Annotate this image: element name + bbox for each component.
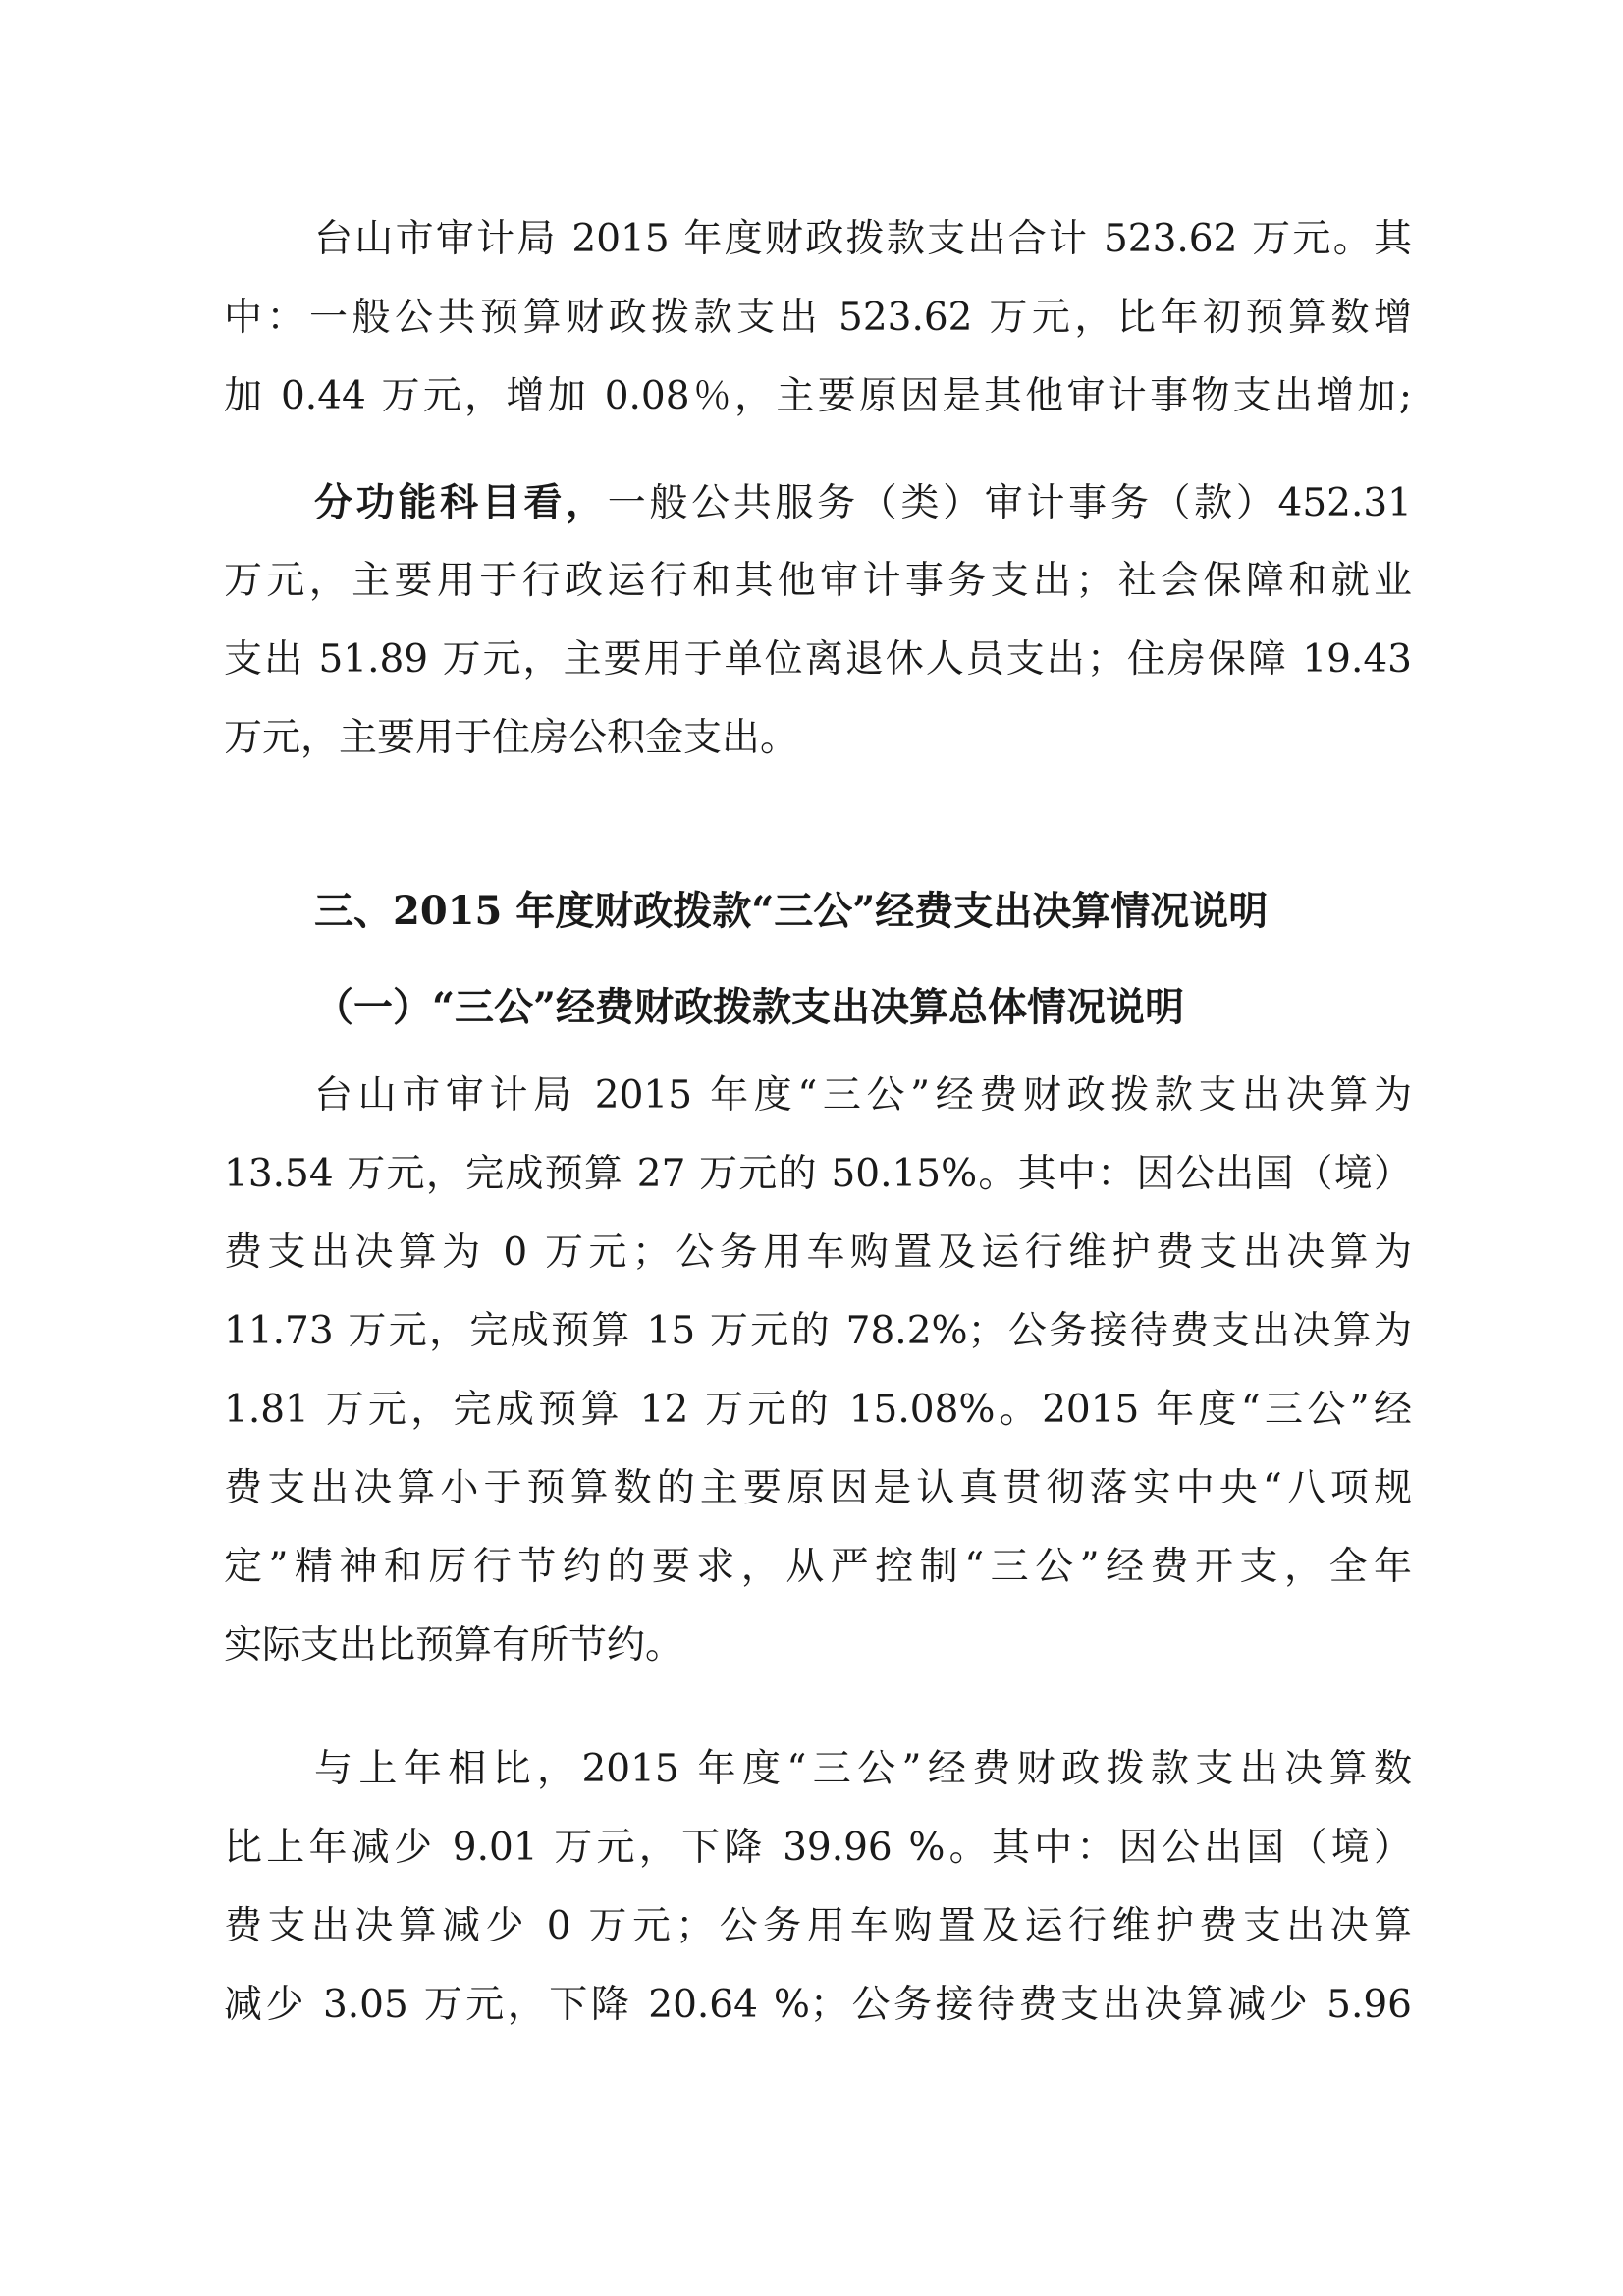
paragraph-by-function	[224, 464, 1412, 778]
subsection-heading: （一）“三公”经费财政拨款支出决算总体情况说明	[314, 984, 1185, 1030]
paragraph-total-expenditure	[224, 200, 1412, 436]
text-line: 费支出决算减少 0 万元；公务用车购置及运行维护费支出决算	[224, 1904, 1412, 1948]
paragraph-year-over-year	[224, 1730, 1412, 2045]
bold-lead-text: 分功能科目看，	[314, 480, 608, 525]
text-line: 比上年减少 9.01 万元，下降 39.96 %。其中：因公出国（境）	[224, 1826, 1412, 1870]
text-line: 万元，主要用于行政运行和其他审计事务支出；社会保障和就业	[224, 559, 1412, 603]
text-line: 台山市审计局 2015 年度财政拨款支出合计 523.62 万元。其	[314, 217, 1412, 261]
text-line: 13.54 万元，完成预算 27 万元的 50.15%。其中：因公出国（境）	[224, 1152, 1412, 1196]
text-line	[224, 464, 1412, 542]
text-line: 减少 3.05 万元，下降 20.64 %；公务接待费支出决算减少 5.96	[224, 1983, 1412, 2027]
text-line: 11.73 万元，完成预算 15 万元的 78.2%；公务接待费支出决算为	[224, 1309, 1412, 1353]
text-line: 与上年相比，2015 年度“三公”经费财政拨款支出决算数	[314, 1747, 1412, 1791]
text-line-rest: 一般公共服务（类）审计事务（款）452.31	[607, 481, 1412, 525]
text-line: 费支出决算为 0 万元；公务用车购置及运行维护费支出决算为	[224, 1230, 1412, 1275]
text-line: 万元，主要用于住房公积金支出。	[224, 716, 799, 760]
text-line: 实际支出比预算有所节约。	[224, 1623, 684, 1667]
text-line: 支出 51.89 万元，主要用于单位离退休人员支出；住房保障 19.43	[224, 637, 1412, 682]
section-heading: 三、2015 年度财政拨款“三公”经费支出决算情况说明	[314, 888, 1269, 934]
section-heading-block	[224, 872, 1412, 951]
paragraph-three-public-overview	[224, 1057, 1412, 1685]
text-line: 定”精神和厉行节约的要求，从严控制“三公”经费开支，全年	[224, 1545, 1412, 1589]
text-line: 中：一般公共预算财政拨款支出 523.62 万元，比年初预算数增	[224, 296, 1412, 340]
text-line: 1.81 万元，完成预算 12 万元的 15.08%。2015 年度“三公”经	[224, 1388, 1412, 1432]
text-line: 台山市审计局 2015 年度“三公”经费财政拨款支出决算为	[314, 1073, 1412, 1118]
text-line: 加 0.44 万元，增加 0.08％，主要原因是其他审计事物支出增加;	[224, 374, 1412, 418]
subsection-heading-block	[224, 968, 1412, 1047]
text-line: 费支出决算小于预算数的主要原因是认真贯彻落实中央“八项规	[224, 1466, 1412, 1510]
